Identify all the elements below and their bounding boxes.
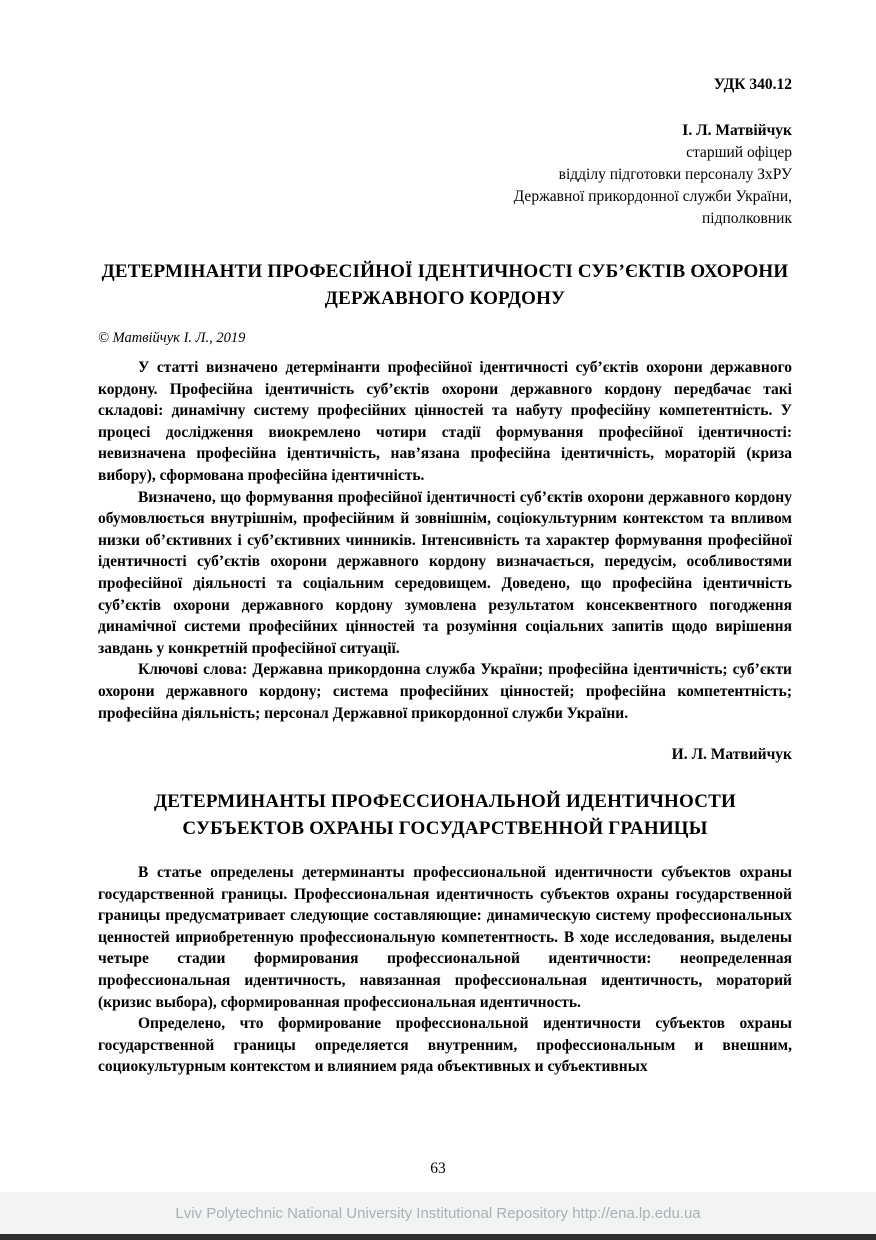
copyright-line: © Матвійчук І. Л., 2019: [98, 330, 246, 346]
abstract-uk-paragraph: У статті визначено детермінанти професійної ідентичності суб’єктів охорони державного кордону. Професійна ідентичність суб’єктів охорони державного кордону передбачає такі складові: динамічну систему професійних цінностей та набуту професійну компетентність. У процесі дослідження виокремлено чотири стадії формування професійної ідентичності: невизначена професійна ідентичність, нав’язана професійна ідентичність, мораторій (криза вибору), сформована професійна ідентичність.: [98, 359, 792, 484]
abstract-ru: [98, 862, 792, 1078]
article-title-uk: ДЕТЕРМІНАНТИ ПРОФЕСІЙНОЇ ІДЕНТИЧНОСТІ СУБ’ЄКТІВ ОХОРОНИ ДЕРЖАВНОГО КОРДОНУ: [101, 261, 789, 309]
author-name-ru: И. Л. Матвийчук: [671, 746, 792, 764]
author-block: [98, 120, 792, 230]
author-name-uk: І. Л. Матвійчук: [682, 122, 792, 139]
author-role-line: відділу підготовки персоналу ЗхРУ: [558, 166, 792, 183]
author-role-line: підполковник: [702, 210, 792, 227]
repository-footer: [0, 1192, 876, 1234]
udc-code: УДК 340.12: [713, 76, 792, 93]
abstract-uk-keywords: Ключові слова: Державна прикордонна служба України; професійна ідентичність; суб’єкти охорони державного кордону; система професійних цінностей; професійна компетентність; професійна діяльність; персонал Державної прикордонної служби України.: [98, 661, 792, 722]
page-number: 63: [430, 1160, 446, 1177]
author-role-line: старший офіцер: [686, 144, 792, 161]
article-title-ru: ДЕТЕРМИНАНТЫ ПРОФЕССИОНАЛЬНОЙ ИДЕНТИЧНОСТИ СУБЪЕКТОВ ОХРАНЫ ГОСУДАРСТВЕННОЙ ГРАНИЦЫ: [153, 791, 737, 840]
author-role-line: Державної прикордонної служби України,: [513, 188, 792, 205]
abstract-ru-paragraph: Определено, что формирование профессиональной идентичности субъектов охраны государственной границы определяется внутренним, профессиональным и внешним, социокультурным контекстом и влиянием ряда объективных и субъективных: [98, 1015, 792, 1076]
abstract-uk: [98, 357, 792, 724]
abstract-ru-paragraph: В статье определены детерминанты профессиональной идентичности субъектов охраны государственной границы. Профессиональная идентичность субъектов охраны государственной границы предусматривает следующие составляющие: динамическую систему профессиональных ценностей иприобретенную профессиональную компетентность. В ходе исследования, выделены четыре стадии формирования профессиональной идентичности: неопределенная профессиональная идентичность, навязанная профессиональная идентичность, мораторий (кризис выбора), сформированная профессиональная идентичность.: [98, 864, 792, 1011]
footer-edge-divider: [0, 1234, 876, 1240]
repository-footer-text: Lviv Polytechnic National University Institutional Repository http://ena.lp.edu.ua: [175, 1204, 701, 1222]
abstract-uk-paragraph: Визначено, що формування професійної ідентичності суб’єктів охорони державного кордону обумовлюється внутрішнім, професійним й зовнішнім, соціокультурним контекстом та впливом низки об’єктивних і суб’єктивних чинників. Інтенсивність та характер формування професійної ідентичності суб’єктів охорони державного кордону визначається, передусім, особливостями професійної діяльності та соціальним середовищем. Доведено, що професійна ідентичність суб’єктів охорони державного кордону зумовлена результатом консеквентного погодження динамічної системи професійних цінностей та розуміння соціальних запитів щодо вирішення завдань у конкретній професійної ситуації.: [98, 488, 792, 657]
